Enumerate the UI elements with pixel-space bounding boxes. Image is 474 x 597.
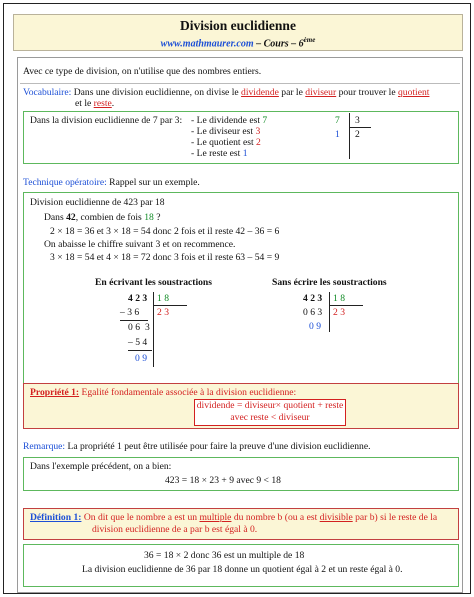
property-box xyxy=(23,383,459,429)
vocab-line2 xyxy=(75,98,114,109)
example1-quotient-line xyxy=(191,137,261,148)
text: par b) si le reste de la xyxy=(352,512,438,523)
vocab-label: Vocabulaire: xyxy=(23,87,72,98)
w-remainder-1: 0 6 xyxy=(128,322,140,333)
remark-line xyxy=(23,441,371,452)
w-minus-1: – 3 6 xyxy=(120,307,140,318)
division-divisor: 3 xyxy=(355,115,360,126)
example-box-4 xyxy=(23,544,459,587)
with-subtractions-title: En écrivant les soustractions xyxy=(95,277,212,288)
value: 3 xyxy=(255,126,261,137)
vocab-reste: reste xyxy=(93,98,112,109)
division-quotient: 2 xyxy=(355,129,360,140)
vocab-text: par le xyxy=(278,87,306,98)
property-label: Propriété 1: xyxy=(30,387,80,398)
example3-intro: Dans l'exemple précédent, on a bien: xyxy=(30,461,172,472)
vocab-text: pour trouver le xyxy=(336,87,398,98)
remark-text: La propriété 1 peut être utilisée pour faire la preuve d'une division euclidienne. xyxy=(65,441,371,452)
n-quotient: 2 3 xyxy=(333,307,345,318)
example2-title: Division euclidienne de 423 par 18 xyxy=(30,197,165,208)
intro-text: Avec ce type de division, on n'utilise que des nombres entiers. xyxy=(23,66,262,77)
n-remainder-2: 0 9 xyxy=(309,321,321,332)
property-text: Egalité fondamentale associée à la division euclidienne: xyxy=(79,387,297,398)
example1-divisor-line xyxy=(191,126,260,137)
definition-multiple: multiple xyxy=(199,512,232,523)
page xyxy=(3,3,471,594)
property-formula-line1: dividende = diviseur× quotient + reste xyxy=(196,400,344,411)
vocab-text: Dans une division euclidienne, on divise le xyxy=(71,87,242,98)
vocab-dividende: dividende xyxy=(241,87,279,98)
content-frame xyxy=(17,57,463,593)
property-heading xyxy=(30,387,296,398)
example4-line2: La division euclidienne de 36 par 18 donne un quotient égal à 2 et un reste égal à 0. xyxy=(82,564,403,575)
example2-step2: 3 × 18 = 54 et 4 × 18 = 72 donc 3 fois et il reste 63 – 54 = 9 xyxy=(50,252,280,263)
example1-intro: Dans la division euclidienne de 7 par 3: xyxy=(30,115,183,126)
site-link[interactable]: www.mathmaurer.com xyxy=(160,38,254,50)
course-label: Cours – 6 xyxy=(263,38,304,50)
definition-box xyxy=(23,508,459,540)
property-formula-line2: avec reste < diviseur xyxy=(230,412,310,423)
label: - Le dividende est xyxy=(191,115,263,126)
example2-step1: 2 × 18 = 36 et 3 × 18 = 54 donc 2 fois et il reste 42 – 36 = 6 xyxy=(50,226,280,237)
example1-remainder-line xyxy=(191,148,247,159)
division-dividend: 7 xyxy=(335,115,340,126)
example1-dividend-line xyxy=(191,115,267,126)
definition-line1 xyxy=(30,512,437,523)
value: 2 xyxy=(256,137,261,148)
vocab-text: . xyxy=(111,98,115,109)
value: 18 xyxy=(144,212,154,223)
n-vertical-bar xyxy=(329,292,330,332)
header-subtitle xyxy=(14,36,462,49)
n-dividend: 4 2 3 xyxy=(303,293,323,304)
text: On dit que le nombre a est un xyxy=(81,512,200,523)
technique-line xyxy=(23,177,200,188)
label: - Le quotient est xyxy=(191,137,257,148)
w-horizontal-bar xyxy=(153,305,187,306)
w-rule-2 xyxy=(128,350,152,351)
n-remainder-1: 0 6 3 xyxy=(303,307,323,318)
example-box-1 xyxy=(23,111,459,164)
w-divisor: 1 8 xyxy=(157,293,169,304)
label: - Le diviseur est xyxy=(191,126,256,137)
example-box-3 xyxy=(23,457,459,491)
vocab-text: et le xyxy=(75,98,94,109)
definition-label: Définition 1: xyxy=(30,512,82,523)
text: ? xyxy=(153,212,161,223)
text: Dans xyxy=(44,212,67,223)
header-dash: – xyxy=(253,38,264,50)
n-divisor: 1 8 xyxy=(333,293,345,304)
definition-divisible: divisible xyxy=(319,512,353,523)
division-horizontal-bar xyxy=(349,127,371,128)
w-remainder-2: 0 9 xyxy=(135,353,147,364)
w-brought-down: 3 xyxy=(145,322,150,333)
vocab-quotient: quotient xyxy=(398,87,430,98)
w-rule-1 xyxy=(120,320,148,321)
technique-text: Rappel sur un exemple. xyxy=(106,177,200,188)
vocab-line1 xyxy=(23,87,429,98)
grade-sup: ème xyxy=(303,36,316,44)
w-dividend: 4 2 3 xyxy=(128,293,148,304)
text: du nombre b (ou a est xyxy=(231,512,320,523)
w-quotient: 2 3 xyxy=(157,307,169,318)
without-subtractions-title: Sans écrire les soustractions xyxy=(272,277,387,288)
example2-abaisse: On abaisse le chiffre suivant 3 et on recommence. xyxy=(44,239,236,250)
value: 1 xyxy=(242,148,248,159)
example3-formula: 423 = 18 × 23 + 9 avec 9 < 18 xyxy=(165,475,281,486)
w-minus-2: – 5 4 xyxy=(128,337,148,348)
example2-question xyxy=(44,212,160,223)
page-title: Division euclidienne xyxy=(180,18,296,33)
label: - Le reste est xyxy=(191,148,243,159)
remark-label: Remarque: xyxy=(23,441,66,452)
division-remainder: 1 xyxy=(335,129,340,140)
n-horizontal-bar xyxy=(329,305,363,306)
header xyxy=(13,14,463,51)
value: 7 xyxy=(262,115,268,126)
text: , combien de fois xyxy=(75,212,145,223)
divider xyxy=(20,83,460,84)
definition-line2: division euclidienne de a par b est égal à 0. xyxy=(92,524,258,535)
property-formula xyxy=(194,399,346,426)
example4-line1: 36 = 18 × 2 donc 36 est un multiple de 18 xyxy=(144,550,305,561)
vocab-diviseur: diviseur xyxy=(305,87,337,98)
w-vertical-bar xyxy=(153,292,154,367)
technique-label: Technique opératoire: xyxy=(23,177,107,188)
value: 42 xyxy=(66,212,76,223)
division-vertical-bar xyxy=(349,113,350,159)
